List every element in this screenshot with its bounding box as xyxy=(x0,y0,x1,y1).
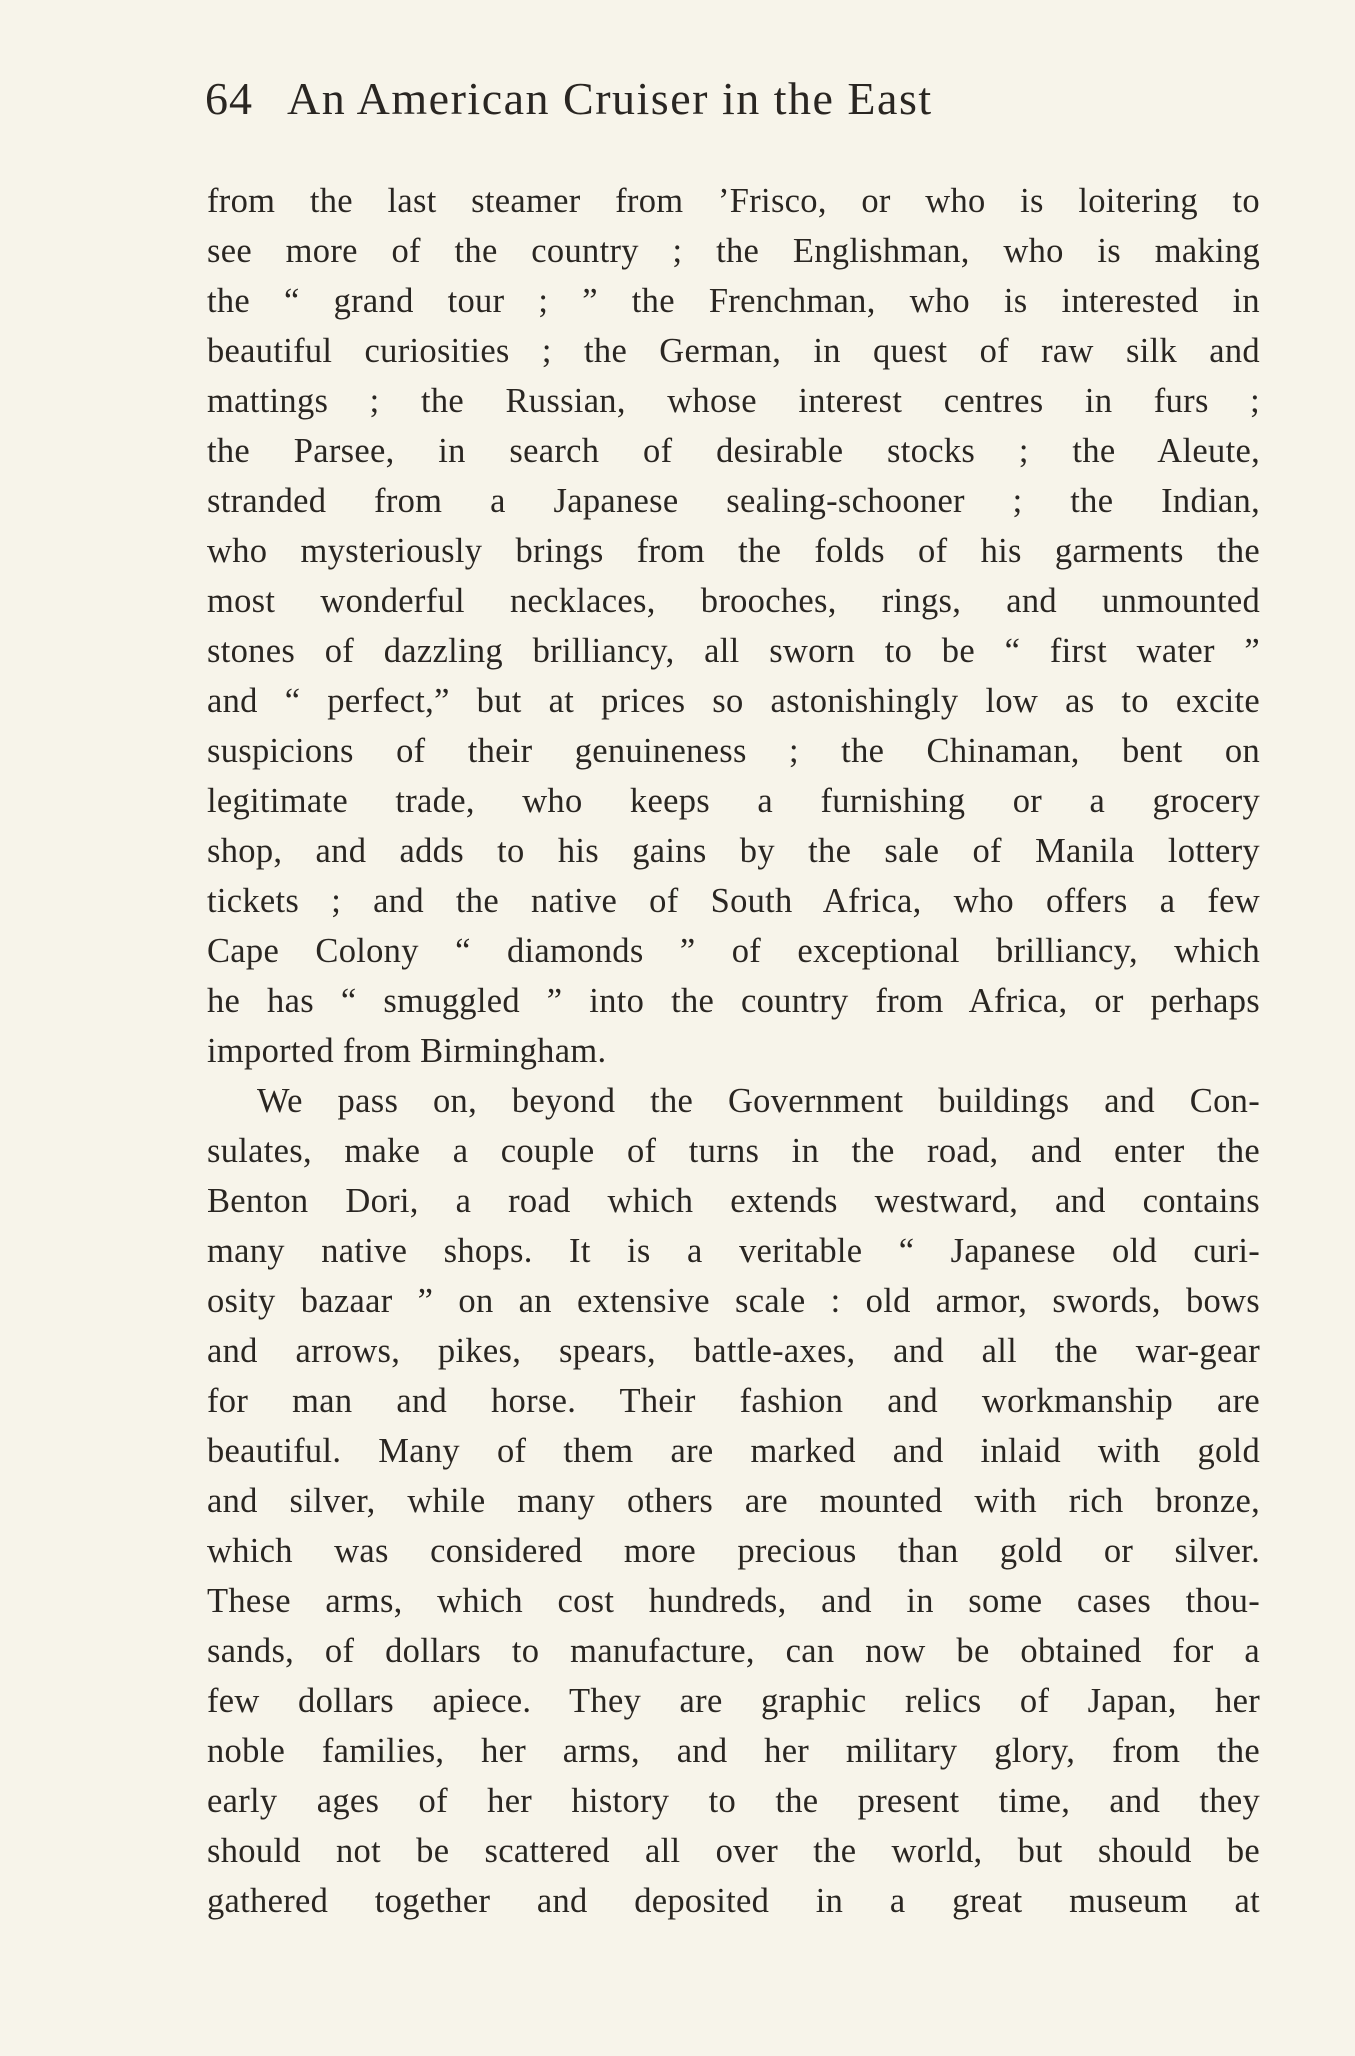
text-line: most wonderful necklaces, brooches, rings, and unmounted xyxy=(207,582,1260,620)
text-line: beautiful curiosities ; the German, in quest of raw silk and xyxy=(207,332,1260,370)
text-line: beautiful. Many of them are marked and inlaid with gold xyxy=(207,1432,1260,1470)
running-title: An American Cruiser in the East xyxy=(287,73,933,124)
text-line: Cape Colony “ diamonds ” of exceptional brilliancy, which xyxy=(207,932,1260,970)
text-line: see more of the country ; the Englishman, who is making xyxy=(207,232,1260,270)
body-text xyxy=(207,176,1260,1926)
text-line: and arrows, pikes, spears, battle-axes, and all the war-gear xyxy=(207,1332,1260,1370)
text-line: shop, and adds to his gains by the sale of Manila lottery xyxy=(207,832,1260,870)
text-line: few dollars apiece. They are graphic relics of Japan, her xyxy=(207,1682,1260,1720)
text-line: tickets ; and the native of South Africa, who offers a few xyxy=(207,882,1260,920)
text-line: osity bazaar ” on an extensive scale : old armor, swords, bows xyxy=(207,1282,1260,1320)
text-line: from the last steamer from ’Frisco, or who is loitering to xyxy=(207,182,1260,220)
page-number: 64 xyxy=(205,73,253,124)
text-line: imported from Birmingham. xyxy=(207,1032,607,1070)
text-line: stranded from a Japanese sealing-schooner ; the Indian, xyxy=(207,482,1260,520)
text-line: These arms, which cost hundreds, and in some cases thou- xyxy=(207,1582,1260,1620)
text-line: mattings ; the Russian, whose interest centres in furs ; xyxy=(207,382,1260,420)
text-line: should not be scattered all over the world, but should be xyxy=(207,1832,1260,1870)
text-line: he has “ smuggled ” into the country from Africa, or perhaps xyxy=(207,982,1260,1020)
text-line: legitimate trade, who keeps a furnishing or a grocery xyxy=(207,782,1260,820)
text-line: suspicions of their genuineness ; the Chinaman, bent on xyxy=(207,732,1260,770)
text-line: the “ grand tour ; ” the Frenchman, who is interested in xyxy=(207,282,1260,320)
text-line: many native shops. It is a veritable “ Japanese old curi- xyxy=(207,1232,1260,1270)
text-line: We pass on, beyond the Government buildings and Con- xyxy=(257,1082,1260,1120)
text-line: stones of dazzling brilliancy, all sworn to be “ first water ” xyxy=(207,632,1260,670)
text-line: the Parsee, in search of desirable stocks ; the Aleute, xyxy=(207,432,1260,470)
text-line: noble families, her arms, and her military glory, from the xyxy=(207,1732,1260,1770)
running-head xyxy=(205,72,1155,142)
text-line: early ages of her history to the present time, and they xyxy=(207,1782,1260,1820)
text-line: who mysteriously brings from the folds of his garments the xyxy=(207,532,1260,570)
text-line: and silver, while many others are mounted with rich bronze, xyxy=(207,1482,1260,1520)
text-line: and “ perfect,” but at prices so astonishingly low as to excite xyxy=(207,682,1260,720)
text-line: gathered together and deposited in a great museum at xyxy=(207,1882,1260,1920)
text-line: for man and horse. Their fashion and workmanship are xyxy=(207,1382,1260,1420)
text-line: sands, of dollars to manufacture, can now be obtained for a xyxy=(207,1632,1260,1670)
text-line: Benton Dori, a road which extends westward, and contains xyxy=(207,1182,1260,1220)
text-line: sulates, make a couple of turns in the road, and enter the xyxy=(207,1132,1260,1170)
text-line: which was considered more precious than gold or silver. xyxy=(207,1532,1260,1570)
